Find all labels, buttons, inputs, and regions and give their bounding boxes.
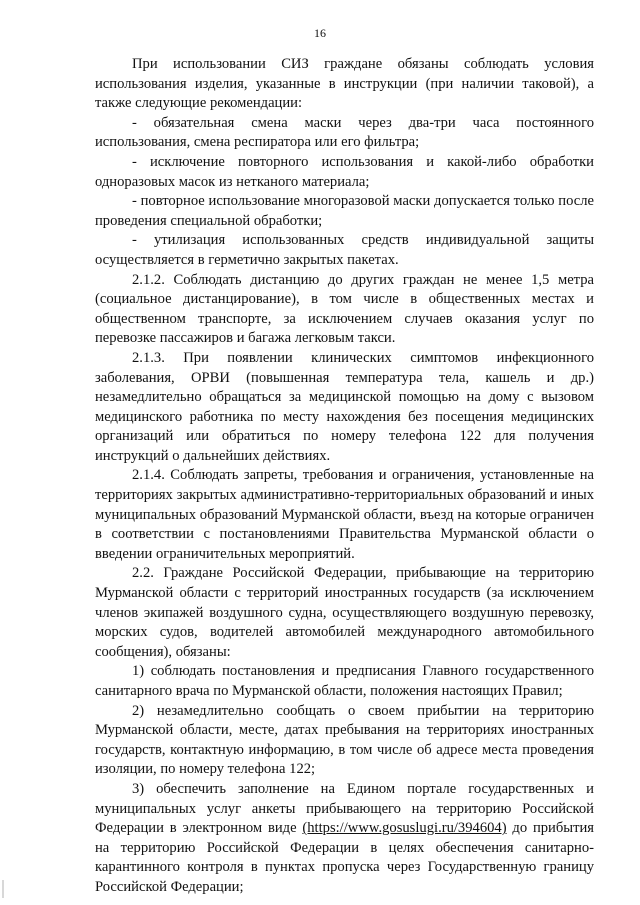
paragraph-disposable-masks: - исключение повторного использования и какой-либо обработки одноразовых масок из нетканого материала; [95,153,594,190]
paragraph-2-1-3: 2.1.3. При появлении клинических симптомов инфекционного заболевания, ОРВИ (повышенная температура тела, кашель и др.) незамедлительно обращаться за медицинской помощью на дому с вызовом медицинского работника по месту нахождения без посещения медицинских организаций или обратиться по номеру телефона 122 для получения инструкций о дальнейших действиях. [95,349,594,464]
scan-margin-mark [2,880,4,898]
page-number: 16 [314,26,326,40]
item-3-text-start: 3) обеспечить заполнение на Едином портале государственных и муниципальных услуг анкеты прибывающего на территорию Российской Федерации в электронном виде [95,780,594,837]
paragraph-2-1-2: 2.1.2. Соблюдать дистанцию до других граждан не менее 1,5 метра (социальное дистанцирование), в том числе в общественных местах и общественном транспорте, за исключением случаев оказания услуг по перевозке пассажиров и багажа легковым такси. [95,271,594,347]
paragraph-2-2: 2.2. Граждане Российской Федерации, прибывающие на территорию Мурманской области с территорий иностранных государств (за исключением членов экипажей воздушного судна, осуществляющего воздушную перевозку, морских судов, водителей автомобилей международного автомобильного сообщения), обязаны: [95,565,594,660]
paragraph-2-1-4: 2.1.4. Соблюдать запреты, требования и ограничения, установленные на территориях закрытых административно-территориальных образований и иных муниципальных образований Мурманской области, въезд на которые ограничен в соответствии с постановлениями Правительства Мурманской области о введении ограничительных мероприятий. [95,467,594,562]
paragraph-mask-change: - обязательная смена маски через два-три часа постоянного использования, смена респиратора или его фильтра; [95,114,594,151]
paragraph-item-2: 2) незамедлительно сообщать о своем прибытии на территорию Мурманской области, месте, датах пребывания на территориях иностранных государств, контактную информацию, в том числе об адресе места проведения изоляции, по номеру телефона 122; [95,702,594,778]
document-body [95,55,594,898]
paragraph-reusable-mask: - повторное использование многоразовой маски допускается только после проведения специальной обработки; [95,193,594,229]
item-3-text-end: до прибытия на территорию Российской Федерации в целях обеспечения санитарно-карантинного контроля в пунктах пропуска через Государственную границу Российской Федерации; [95,820,594,895]
gosuslugi-link[interactable]: (https://www.gosuslugi.ru/394604) [302,820,507,837]
paragraph-item-1: 1) соблюдать постановления и предписания Главного государственного санитарного врача по Мурманской области, положения настоящих Правил; [95,663,594,699]
paragraph-ppe-disposal: - утилизация использованных средств индивидуальной защиты осуществляется в герметично закрытых пакетах. [95,232,594,268]
paragraph-ppe-rules: При использовании СИЗ граждане обязаны соблюдать условия использования изделия, указанные в инструкции (при наличии таковой), а также следующие рекомендации: [95,56,594,112]
paragraph-item-3 [95,780,594,898]
